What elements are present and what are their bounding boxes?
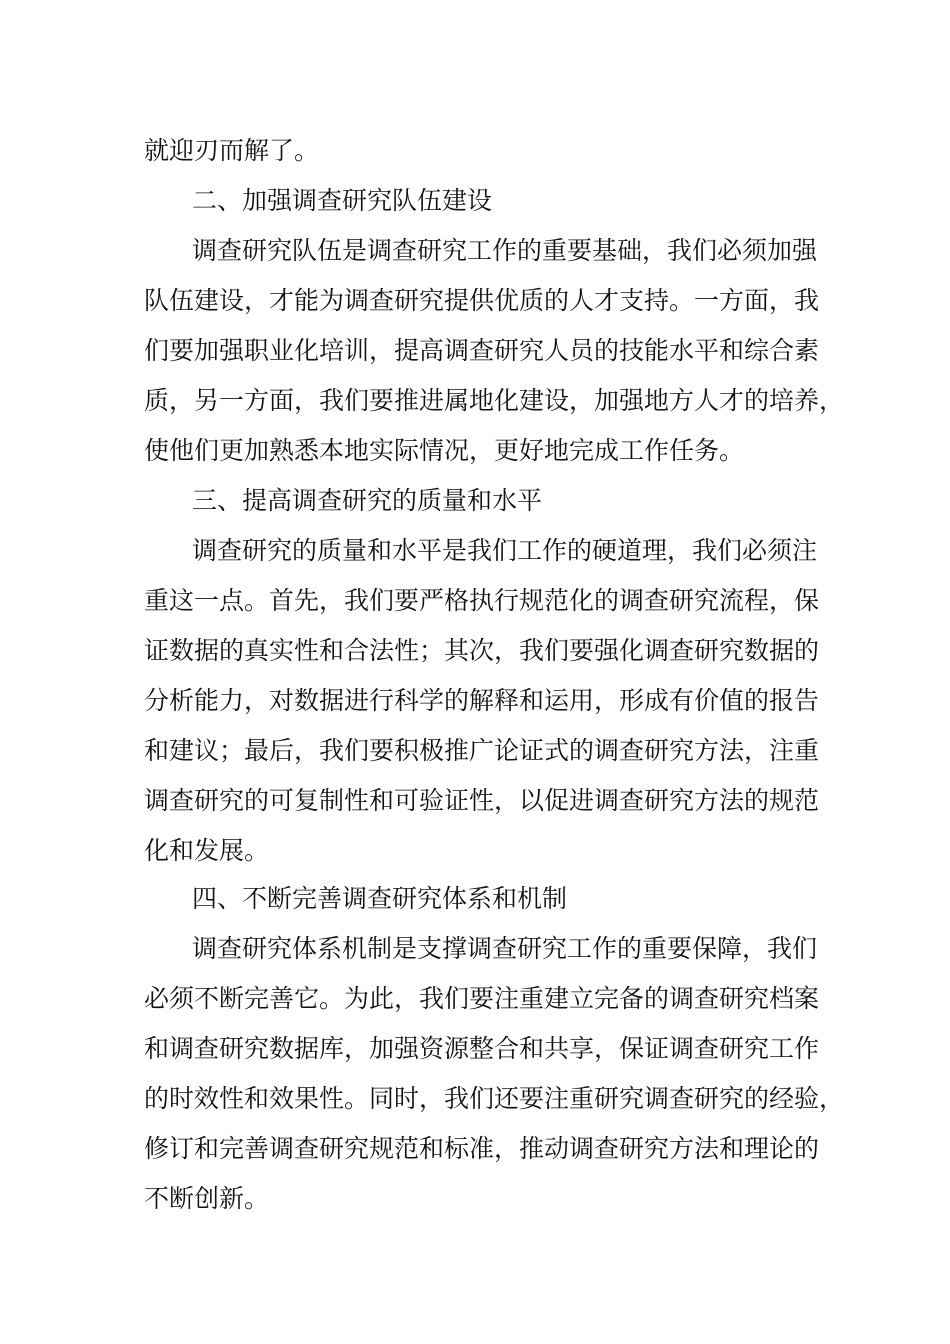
text-line: 使他们更加熟悉本地实际情况，更好地完成工作任务。	[144, 436, 745, 465]
text-line: 的时效性和效果性。同时，我们还要注重研究调查研究的经验，	[144, 1084, 845, 1113]
text-line: 不断创新。	[144, 1184, 270, 1213]
section-heading-4: 四、不断完善调查研究体系和机制	[192, 884, 568, 913]
text-line: 队伍建设，才能为调查研究提供优质的人才支持。一方面，我	[144, 286, 820, 315]
text-line: 调查研究的质量和水平是我们工作的硬道理，我们必须注	[192, 536, 818, 565]
text-line: 调查研究的可复制性和可验证性，以促进调查研究方法的规范	[144, 786, 820, 815]
text-line: 就迎刃而解了。	[144, 136, 320, 165]
text-line: 化和发展。	[144, 836, 270, 865]
text-line: 调查研究体系机制是支撑调查研究工作的重要保障，我们	[192, 934, 818, 963]
text-line: 和调查研究数据库，加强资源整合和共享，保证调查研究工作	[144, 1034, 820, 1063]
section-heading-2: 二、加强调查研究队伍建设	[192, 186, 493, 215]
text-line: 修订和完善调查研究规范和标准，推动调查研究方法和理论的	[144, 1134, 820, 1163]
text-line: 必须不断完善它。为此，我们要注重建立完备的调查研究档案	[144, 984, 820, 1013]
section-heading-3: 三、提高调查研究的质量和水平	[192, 486, 543, 515]
text-line: 质，另一方面，我们要推进属地化建设，加强地方人才的培养，	[144, 386, 845, 415]
text-line: 调查研究队伍是调查研究工作的重要基础，我们必须加强	[192, 236, 818, 265]
text-line: 和建议；最后，我们要积极推广论证式的调查研究方法，注重	[144, 736, 820, 765]
text-line: 们要加强职业化培训，提高调查研究人员的技能水平和综合素	[144, 336, 820, 365]
text-line: 重这一点。首先，我们要严格执行规范化的调查研究流程，保	[144, 586, 820, 615]
text-line: 分析能力，对数据进行科学的解释和运用，形成有价值的报告	[144, 686, 820, 715]
text-line: 证数据的真实性和合法性；其次，我们要强化调查研究数据的	[144, 636, 820, 665]
